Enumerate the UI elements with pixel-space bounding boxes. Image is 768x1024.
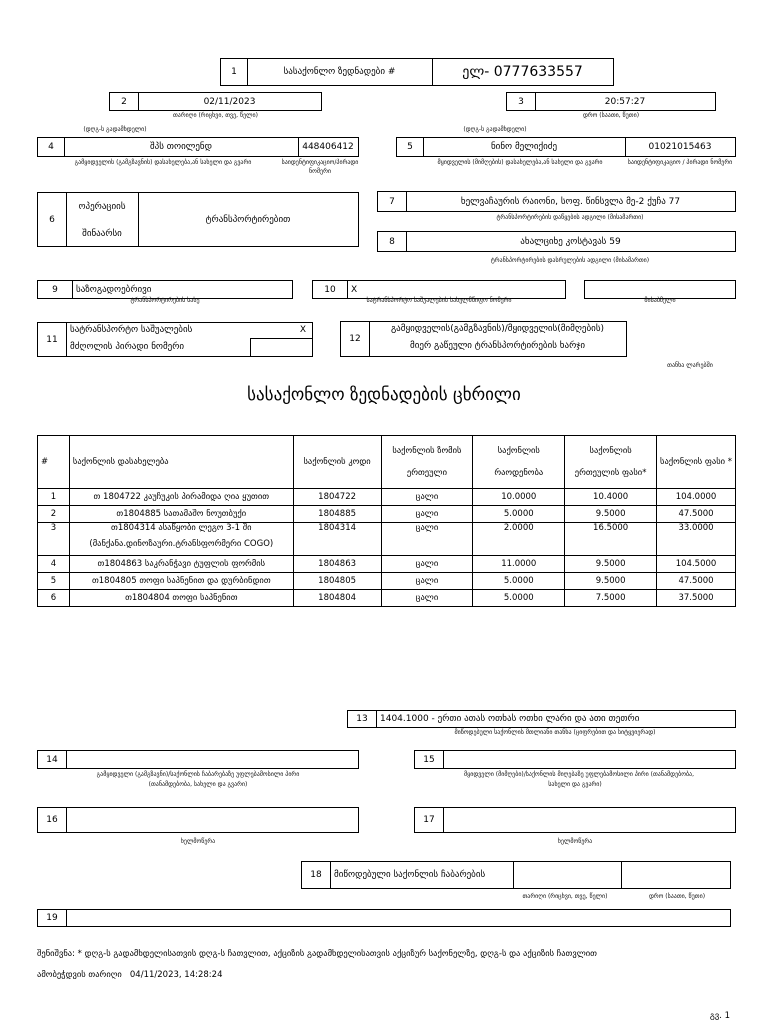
row-code: 1804885	[293, 506, 381, 523]
seller-id-caption: საიდენტიფიკაციო/პირადი ნომერი	[281, 159, 359, 175]
transport-cost-value	[630, 340, 730, 354]
row-name: თ1804314 ასაწყობი ლეგო 3-1 ში	[111, 523, 252, 533]
time-value: 20:57:27	[604, 96, 646, 107]
table-header-row	[38, 436, 736, 489]
buyer-id-caption: საიდენტიფიკაციო / პირადი ნომერი	[627, 159, 733, 166]
row-price: 7.5000	[565, 590, 657, 607]
row-num: 3	[38, 523, 70, 556]
transport-cost-label-line2: მიერ გაწეული ტრანსპორტირების ხარჯი	[410, 341, 585, 351]
invoice-number: ელ- 0777633557	[462, 64, 583, 80]
col-header-qty-line1: საქონლის	[497, 446, 540, 456]
vat-note-right: (დღგ-ს გადამხდელი)	[463, 126, 527, 133]
receiver-person-caption-line2: სახელი და გვარი)	[548, 781, 602, 788]
row-unit: ცალი	[381, 556, 473, 573]
buyer-box	[396, 137, 736, 157]
print-date: ამობეჭდვის თარიღი 04/11/2023, 14:28:24	[37, 970, 223, 980]
receiver-person-box	[414, 750, 736, 769]
row-price: 9.5000	[565, 556, 657, 573]
buyer-name-caption: მყიდველის (მიმღების) დასახელება,ან სახელი და გვარი	[437, 159, 603, 166]
row-name: თ1804885 სათამაშო ნოუთბუქი	[69, 506, 293, 523]
vehicle-number-value: X	[351, 284, 358, 295]
field-number: 3	[518, 96, 524, 107]
time-box	[506, 92, 716, 111]
row-total: 37.5000	[657, 590, 736, 607]
col-header-num: #	[38, 436, 70, 489]
buyer-id: 01021015463	[648, 142, 712, 152]
row-code: 1804722	[293, 489, 381, 506]
field-number: 13	[356, 714, 368, 724]
row-price: 9.5000	[565, 573, 657, 590]
row-unit: ცალი	[381, 523, 473, 556]
row19-box	[37, 909, 731, 927]
row-name: თ1804863 საკრანჭავი ტუფლის ფორმის	[69, 556, 293, 573]
operation-label-line1: ოპერაციის	[78, 202, 126, 212]
total-amount-box	[347, 710, 736, 728]
row-price: 16.5000	[565, 523, 657, 556]
driver-label-line1: სატრანსპორტო საშუალების	[70, 325, 193, 335]
row-num: 1	[38, 489, 70, 506]
field-number: 7	[389, 196, 395, 207]
row-unit: ცალი	[381, 590, 473, 607]
transport-type-caption: ტრანსპორტირების სახე	[130, 297, 200, 304]
transport-end-value: ახალციხე კოსტავას 59	[520, 236, 621, 247]
delivery-time-caption: დრო (საათი, წუთი)	[648, 893, 706, 900]
receiver-signature-box	[414, 807, 736, 833]
row-unit: ცალი	[381, 489, 473, 506]
col-header-qty-line2: რაოდენობა	[494, 468, 544, 478]
transport-end-caption: ტრანსპორტირების დასრულების ადგილი (მისამართი)	[490, 257, 650, 264]
total-amount-value: 1404.1000 - ერთი ათას ოთხას ოთხი ლარი და ათი თეთრი	[380, 714, 640, 724]
field-number: 15	[423, 754, 435, 765]
seller-box	[37, 137, 359, 157]
field-number: 2	[121, 96, 127, 107]
operation-box	[37, 192, 359, 247]
transport-cost-label-line1: გამყიდველის(გამგზავნის)/მყიდველის(მიმღების)	[390, 324, 605, 334]
row-total: 33.0000	[657, 523, 736, 556]
transport-cost-label	[369, 322, 626, 356]
field-number: 11	[46, 334, 58, 345]
col-header-price	[565, 436, 657, 489]
field-number: 10	[324, 284, 336, 295]
col-header-unit-line1: საქონლის ზომის	[392, 446, 462, 456]
delivery-time-value	[621, 862, 730, 888]
items-table	[37, 435, 736, 607]
row-qty: 5.0000	[473, 590, 565, 607]
row-name: თ1804805 თოფი საპნენით და დურბინდით	[69, 573, 293, 590]
transport-cost-box	[340, 321, 627, 357]
field-number: 17	[423, 815, 435, 825]
sender-person-caption-line1: გამყიდველი (გამგზავნი)/საქონლის ჩაბარებაზე უფლებამოსილი პირი	[96, 771, 300, 778]
total-amount-caption: მიწოდებული საქონლის მთლიანი თანხა (ციფრებით და სიტყვიერად)	[454, 729, 656, 736]
transport-start-value: ხელვაჩაურის რაიონი, სოფ. წინსვლა მე-2 ქუჩა 77	[460, 196, 681, 207]
row-qty: 5.0000	[473, 506, 565, 523]
row-code: 1804805	[293, 573, 381, 590]
col-header-qty	[473, 436, 565, 489]
row-total: 47.5000	[657, 573, 736, 590]
seller-name: შპს თოილენდ	[150, 142, 212, 152]
operation-value: ტრანსპორტირებით	[205, 214, 291, 225]
date-box	[109, 92, 322, 111]
row-unit: ცალი	[381, 506, 473, 523]
row-name-continued: (მანქანა.დინოზაური.ტრანსფორმერი COGO)	[89, 539, 274, 549]
col-header-code: საქონლის კოდი	[293, 436, 381, 489]
row-num: 6	[38, 590, 70, 607]
driver-box	[37, 322, 313, 357]
field-number: 18	[310, 870, 322, 880]
sender-signature-box	[37, 807, 359, 833]
delivery-date-caption: თარიღი (რიცხვი, თვე, წელი)	[522, 893, 608, 900]
row-qty: 11.0000	[473, 556, 565, 573]
table-row	[38, 556, 736, 573]
date-caption: თარიღი (რიცხვი, თვე, წელი)	[173, 112, 258, 119]
operation-label-line2: შინაარსი	[82, 229, 122, 239]
field-number: 14	[46, 754, 58, 765]
sender-person-caption-line2: (თანამდებობა, სახელი და გვარი)	[148, 781, 248, 788]
table-row	[38, 523, 736, 556]
receiver-person-caption-line1: მყიდველი (მიმღები)/საქონლის მიღებაზე უფლებამოსილი პირი (თანამდებობა,	[463, 771, 695, 778]
page-number: გვ. 1	[709, 1011, 730, 1021]
col-header-unit	[381, 436, 473, 489]
date-value: 02/11/2023	[203, 96, 256, 107]
row-code: 1804314	[293, 523, 381, 556]
col-header-total: საქონლის ფასი *	[657, 436, 736, 489]
row-name: თ 1804722 კაუჩუკის პირამიდა ღია ყუთით	[69, 489, 293, 506]
vat-note-left: (დღგ-ს გადამხდელი)	[83, 126, 147, 133]
seller-id: 448406412	[302, 142, 354, 152]
driver-label-line2: მძღოლის პირადი ნომერი	[70, 342, 185, 352]
field-number: 8	[389, 236, 395, 247]
time-caption: დრო (საათი, წუთი)	[582, 112, 640, 119]
row19-value	[66, 910, 730, 926]
transport-type-value: საზოგადოებრივი	[76, 284, 152, 295]
field-number: 9	[52, 284, 58, 295]
row-num: 4	[38, 556, 70, 573]
table-row	[38, 573, 736, 590]
invoice-title-box	[220, 58, 614, 86]
transport-end-box	[377, 231, 736, 252]
table-row	[38, 506, 736, 523]
receiver-person-value	[443, 751, 735, 768]
transport-start-caption: ტრანსპორტირების დაწყების ადგილი (მისამართი)	[496, 214, 644, 221]
sender-signature-caption: ხელმოწერა	[180, 838, 216, 845]
vehicle-number-caption: სატრანსპორტო საშუალების სახელმწიფო ნომერი	[366, 297, 512, 304]
sender-person-box	[37, 750, 359, 769]
table-title: სასაქონლო ზედნადების ცხრილი	[247, 385, 521, 405]
row-num: 5	[38, 573, 70, 590]
field-number: 12	[349, 334, 361, 344]
row-unit: ცალი	[381, 573, 473, 590]
field-number: 5	[407, 142, 413, 152]
row-qty: 2.0000	[473, 523, 565, 556]
row-total: 47.5000	[657, 506, 736, 523]
field-number: 19	[46, 913, 58, 923]
sender-person-value	[66, 751, 358, 768]
row-total: 104.5000	[657, 556, 736, 573]
invoice-title: სასაქონლო ზედნადები #	[283, 67, 396, 77]
col-header-unit-line2: ერთეული	[406, 468, 447, 478]
driver-value: X	[299, 325, 307, 335]
trailer-caption: მისაბმელი	[644, 297, 676, 304]
row-qty: 5.0000	[473, 573, 565, 590]
row-code: 1804804	[293, 590, 381, 607]
receiver-signature-caption: ხელმოწერა	[557, 838, 593, 845]
transport-start-box	[377, 191, 736, 212]
table-row	[38, 590, 736, 607]
row-qty: 10.0000	[473, 489, 565, 506]
row-price: 10.4000	[565, 489, 657, 506]
delivery-box	[301, 861, 731, 889]
col-header-price-line1: საქონლის	[589, 446, 632, 456]
row-price: 9.5000	[565, 506, 657, 523]
row-num: 2	[38, 506, 70, 523]
transport-cost-caption: თანხა ლარებში	[667, 362, 713, 369]
row-name-cell	[69, 523, 293, 556]
field-number: 6	[49, 214, 55, 225]
field-number: 16	[46, 815, 58, 825]
sender-signature-value	[66, 808, 358, 832]
delivery-label: მიწოდებული საქონლის ჩაბარების	[334, 870, 486, 880]
operation-label	[66, 193, 138, 246]
row-code: 1804863	[293, 556, 381, 573]
delivery-date-value	[513, 862, 621, 888]
row-total: 104.0000	[657, 489, 736, 506]
footnote: შენიშვნა: * დღგ-ს გადამხდელისათვის დღგ-ს ჩათვლით, აქციზის გადამხდელისათვის აქციზურ საქონელზე, დღგ-ს და აქციზის ჩათვლით	[37, 949, 597, 959]
field-number: 1	[231, 67, 237, 77]
seller-name-caption: გამყიდველის (გამგზავნის) დასახელება,ან სახელი და გვარი	[74, 159, 252, 166]
table-row	[38, 489, 736, 506]
receiver-signature-value	[443, 808, 735, 832]
row-name: თ1804804 თოფი საპნენით	[69, 590, 293, 607]
col-header-price-line2: ერთეულის ფასი*	[574, 468, 647, 478]
field-number: 4	[48, 142, 54, 152]
col-header-name: საქონლის დასახელება	[69, 436, 293, 489]
buyer-name: ნინო მელიქიძე	[490, 142, 558, 152]
